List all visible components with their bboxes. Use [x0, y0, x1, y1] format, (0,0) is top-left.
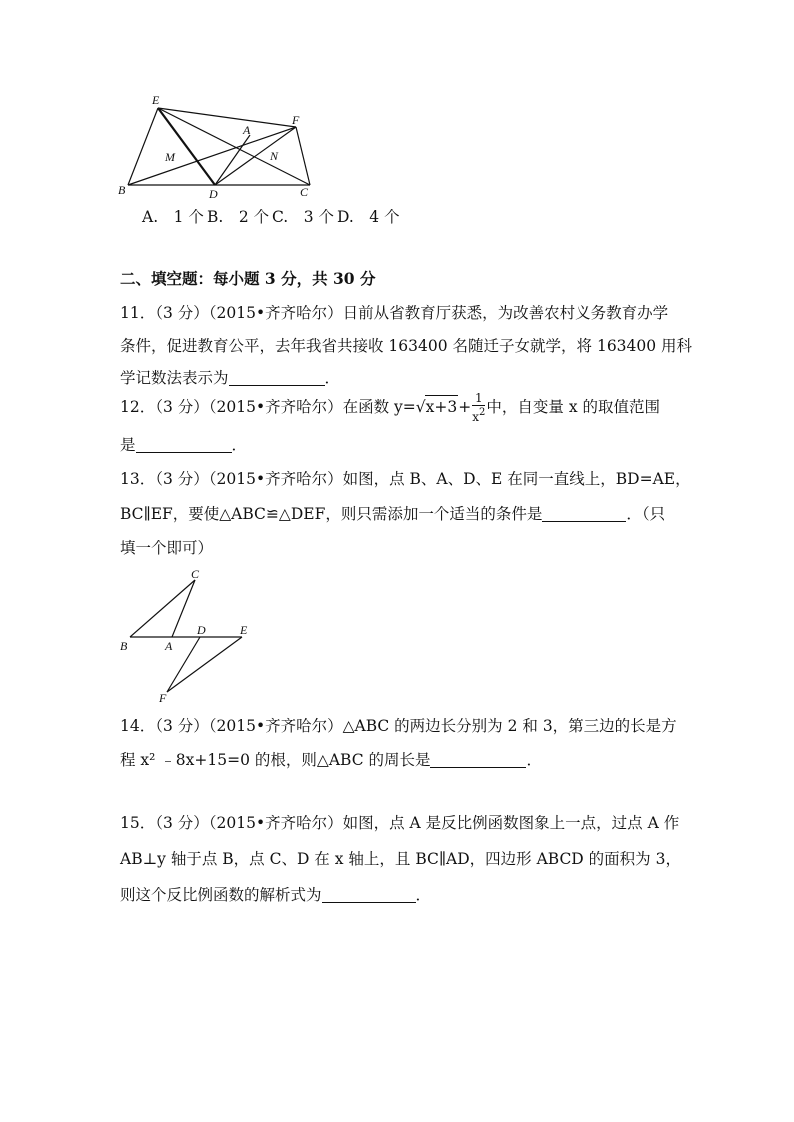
q11-line1: 11．（3 分）（2015•齐齐哈尔）日前从省教育厅获悉，为改善农村义务教育办学	[120, 304, 669, 322]
q15-text3: 则这个反比例函数的解析式为	[120, 886, 322, 904]
q12-numerator: 1	[472, 392, 485, 406]
q12-denominator	[472, 406, 485, 424]
option-d: D. 4 个	[337, 208, 400, 226]
answer-blank-q13[interactable]	[542, 505, 626, 522]
option-a: A. 1 个	[142, 208, 204, 226]
answer-blank-q11[interactable]	[229, 369, 325, 386]
q12-plus: +	[458, 398, 472, 416]
option-c: C. 3 个	[272, 208, 335, 226]
q12-line1	[120, 392, 660, 424]
q15-line3	[120, 884, 431, 906]
q14-line2	[120, 749, 542, 771]
q13-label-F: F	[159, 691, 167, 705]
label-N: N	[270, 149, 279, 163]
q11-line2: 条件，促进教育公平，去年我省共接收 163400 名随迁子女就学，将 163400 用科	[120, 337, 693, 355]
q12-radicand: x+3	[425, 395, 459, 418]
q13-label-D: D	[197, 623, 206, 637]
q14-line1: 14．（3 分）（2015•齐齐哈尔）△ABC 的两边长分别为 2 和 3，第三边的长是方	[120, 717, 677, 735]
q12-pre: 12．（3 分）（2015•齐齐哈尔）在函数 y=	[120, 398, 416, 416]
answer-blank-q15[interactable]	[322, 886, 416, 903]
q12-line2	[120, 434, 247, 456]
q14-end: ．	[526, 751, 542, 769]
q13-line1: 13．（3 分）（2015•齐齐哈尔）如图，点 B、A、D、E 在同一直线上，BD=AE，	[120, 470, 691, 488]
answer-blank-q14[interactable]	[430, 751, 526, 768]
q15-line1: 15．（3 分）（2015•齐齐哈尔）如图，点 A 是反比例函数图象上一点，过点 A 作	[120, 814, 680, 832]
q13-label-B: B	[120, 639, 128, 653]
q13-label-A: A	[165, 639, 173, 653]
figure-q13	[112, 566, 272, 706]
label-M: M	[165, 150, 175, 164]
q13-line2	[120, 503, 665, 525]
q12-text2: 是	[120, 436, 136, 454]
q14-text2: 程 x² ﹣8x+15=0 的根，则△ABC 的周长是	[120, 751, 431, 769]
q12-post: 中，自变量 x 的取值范围	[486, 398, 661, 416]
q13-label-E: E	[240, 623, 248, 637]
q11-end: ．	[324, 369, 341, 387]
label-D: D	[209, 187, 218, 201]
figure-quadrilateral	[110, 90, 350, 205]
section-heading: 二、填空题：每小题 3 分，共 30 分	[120, 269, 376, 288]
label-E: E	[152, 93, 160, 107]
q12-den-base: x	[472, 410, 480, 424]
q13-line3: 填一个即可）	[120, 539, 214, 557]
q15-end: ．	[415, 886, 432, 904]
option-b: B. 2 个	[207, 208, 270, 226]
label-C: C	[300, 185, 309, 199]
q12-fraction	[472, 392, 485, 424]
q13-label-C: C	[191, 567, 200, 581]
q11-line3	[120, 367, 340, 389]
q12-den-exp: 2	[479, 407, 486, 418]
q12-end: ．	[231, 436, 248, 454]
q11-text: 学记数法表示为	[120, 369, 229, 387]
label-B: B	[118, 183, 126, 197]
q13-line2-end: ．（只	[626, 505, 666, 523]
sqrt-sign: √	[415, 398, 426, 416]
q13-text2: BC∥EF，要使△ABC≌△DEF，则只需添加一个适当的条件是	[120, 505, 543, 523]
label-A: A	[243, 123, 251, 137]
label-F: F	[292, 113, 300, 127]
q15-line2: AB⊥y 轴于点 B，点 C、D 在 x 轴上，且 BC∥AD，四边形 ABCD 的面积为 3，	[120, 850, 681, 868]
answer-blank-q12[interactable]	[136, 436, 232, 453]
